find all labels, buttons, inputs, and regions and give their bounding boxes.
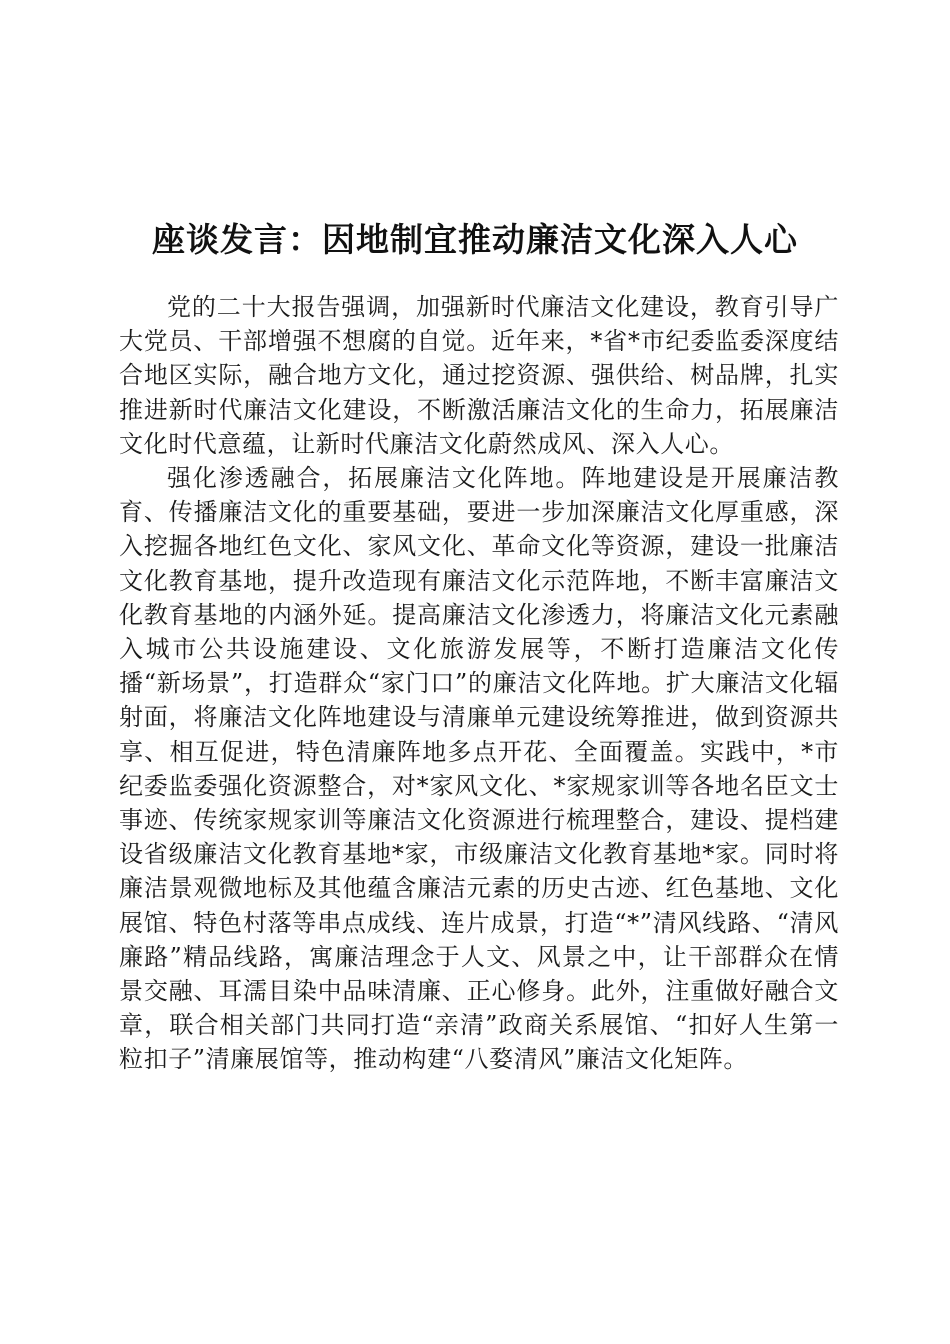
paragraph-main: 强化渗透融合，拓展廉洁文化阵地。阵地建设是开展廉洁教育、传播廉洁文化的重要基础，要进一步加深廉洁文化厚重感，深入挖掘各地红色文化、家风文化、革命文化等资源，建设一批廉洁文化教育基地，提升改造现有廉洁文化示范阵地，不断丰富廉洁文化教育基地的内涵外延。提高廉洁文化渗透力，将廉洁文化元素融入城市公共设施建设、文化旅游发展等，不断打造廉洁文化传播“新场景”，打造群众“家门口”的廉洁文化阵地。扩大廉洁文化辐射面，将廉洁文化阵地建设与清廉单元建设统筹推进，做到资源共享、相互促进，特色清廉阵地多点开花、全面覆盖。实践中，*市纪委监委强化资源整合，对*家风文化、*家规家训等各地名臣文士事迹、传统家规家训等廉洁文化资源进行梳理整合，建设、提档建设省级廉洁文化教育基地*家，市级廉洁文化教育基地*家。同时将廉洁景观微地标及其他蕴含廉洁元素的历史古迹、红色基地、文化展馆、特色村落等串点成线、连片成景，打造“*”清风线路、“清风廉路”精品线路，寓廉洁理念于人文、风景之中，让干部群众在情景交融、耳濡目染中品味清廉、正心修身。此外，注重做好融合文章，联合相关部门共同打造“亲清”政商关系展馆、“扣好人生第一粒扣子”清廉展馆等，推动构建“八婺清风”廉洁文化矩阵。: [119, 464, 839, 1074]
document-title: 座谈发言：因地制宜推动廉洁文化深入人心: [152, 220, 798, 260]
paragraph-intro: 党的二十大报告强调，加强新时代廉洁文化建设，教育引导广大党员、干部增强不想腐的自觉。近年来，*省*市纪委监委深度结合地区实际，融合地方文化，通过挖资源、强供给、树品牌，扎实推进新时代廉洁文化建设，不断激活廉洁文化的生命力，拓展廉洁文化时代意蕴，让新时代廉洁文化蔚然成风、深入人心。: [119, 293, 839, 458]
document-body: [119, 290, 839, 1077]
